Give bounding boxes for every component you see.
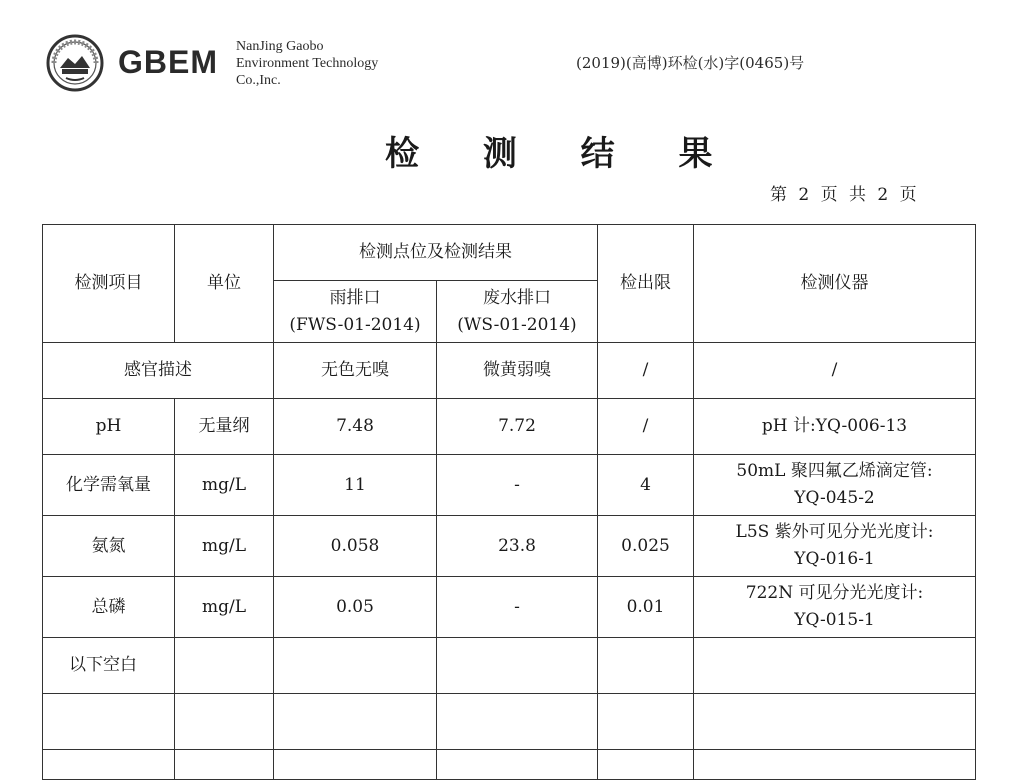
cell-unit: mg/L (175, 516, 274, 577)
table-row (43, 399, 976, 455)
header-instrument: 检测仪器 (694, 225, 976, 343)
cell-item: 氨氮 (43, 516, 175, 577)
company-name (236, 38, 378, 89)
cell-unit: 无量纲 (175, 399, 274, 455)
certificate-number: (2019)(高博)环检(水)字(0465)号 (576, 54, 805, 72)
table-row (43, 516, 976, 577)
cell-limit: 0.01 (598, 577, 694, 638)
cell-point2: - (437, 455, 598, 516)
cell-unit: mg/L (175, 455, 274, 516)
cell-unit (175, 638, 274, 694)
table-row (43, 455, 976, 516)
cell-limit (598, 750, 694, 780)
page-info: 第 2 页 共 2 页 (770, 185, 917, 205)
instrument-line: YQ-045-2 (794, 488, 875, 508)
cell-instrument: pH 计:YQ-006-13 (694, 399, 976, 455)
cell-item: pH (43, 399, 175, 455)
cell-instrument (694, 516, 976, 577)
header-points-results: 检测点位及检测结果 (274, 225, 598, 281)
cell-unit: mg/L (175, 577, 274, 638)
table-row (43, 750, 976, 780)
cell-limit (598, 638, 694, 694)
instrument-line: 722N 可见分光光度计: (745, 583, 924, 603)
cell-limit (598, 694, 694, 750)
cell-item: 以下空白 (43, 638, 175, 694)
header-point2 (437, 281, 598, 343)
header-point1 (274, 281, 437, 343)
cell-point1: 0.058 (274, 516, 437, 577)
point2-name: 废水排口 (483, 287, 551, 308)
cell-unit (175, 750, 274, 780)
point2-code: (WS-01-2014) (457, 314, 577, 335)
cell-point2 (437, 694, 598, 750)
cell-item: 化学需氧量 (43, 455, 175, 516)
point1-name: 雨排口 (329, 287, 381, 308)
document-title: 检 测 结 果 (385, 134, 739, 174)
cell-point2 (437, 750, 598, 780)
header-unit: 单位 (175, 225, 274, 343)
company-line: Co.,Inc. (236, 73, 281, 88)
cell-instrument (694, 750, 976, 780)
cell-item: 总磷 (43, 577, 175, 638)
point1-code: (FWS-01-2014) (289, 314, 421, 335)
cell-instrument (694, 694, 976, 750)
cell-instrument (694, 638, 976, 694)
cell-point2: 微黄弱嗅 (437, 343, 598, 399)
instrument-line: YQ-015-1 (794, 610, 875, 630)
cell-instrument (694, 577, 976, 638)
cell-unit (175, 694, 274, 750)
cell-limit: / (598, 343, 694, 399)
company-line: Environment Technology (236, 56, 379, 71)
cell-item (43, 694, 175, 750)
table-row (43, 343, 976, 399)
header-detection-limit: 检出限 (598, 225, 694, 343)
cell-point2: 23.8 (437, 516, 598, 577)
table-row (43, 638, 976, 694)
cell-point1 (274, 750, 437, 780)
cell-point2: - (437, 577, 598, 638)
instrument-line: YQ-016-1 (794, 549, 875, 569)
cell-item (43, 750, 175, 780)
company-line: NanJing Gaobo (236, 39, 324, 54)
table-row (43, 577, 976, 638)
company-seal-logo (46, 34, 104, 92)
cell-instrument: / (694, 343, 976, 399)
cell-point1: 0.05 (274, 577, 437, 638)
cell-item: 感官描述 (43, 343, 274, 399)
cell-point1: 7.48 (274, 399, 437, 455)
cell-point1 (274, 638, 437, 694)
cell-point2 (437, 638, 598, 694)
cell-point1: 无色无嗅 (274, 343, 437, 399)
cell-point2: 7.72 (437, 399, 598, 455)
cell-point1: 11 (274, 455, 437, 516)
cell-point1 (274, 694, 437, 750)
table-row (43, 694, 976, 750)
instrument-line: 50mL 聚四氟乙烯滴定管: (736, 461, 933, 481)
results-table (42, 224, 976, 780)
cell-limit: / (598, 399, 694, 455)
header-item: 检测项目 (43, 225, 175, 343)
cell-limit: 0.025 (598, 516, 694, 577)
instrument-line: L5S 紫外可见分光光度计: (735, 522, 934, 542)
cell-limit: 4 (598, 455, 694, 516)
brand-name: GBEM (118, 44, 218, 80)
cell-instrument (694, 455, 976, 516)
